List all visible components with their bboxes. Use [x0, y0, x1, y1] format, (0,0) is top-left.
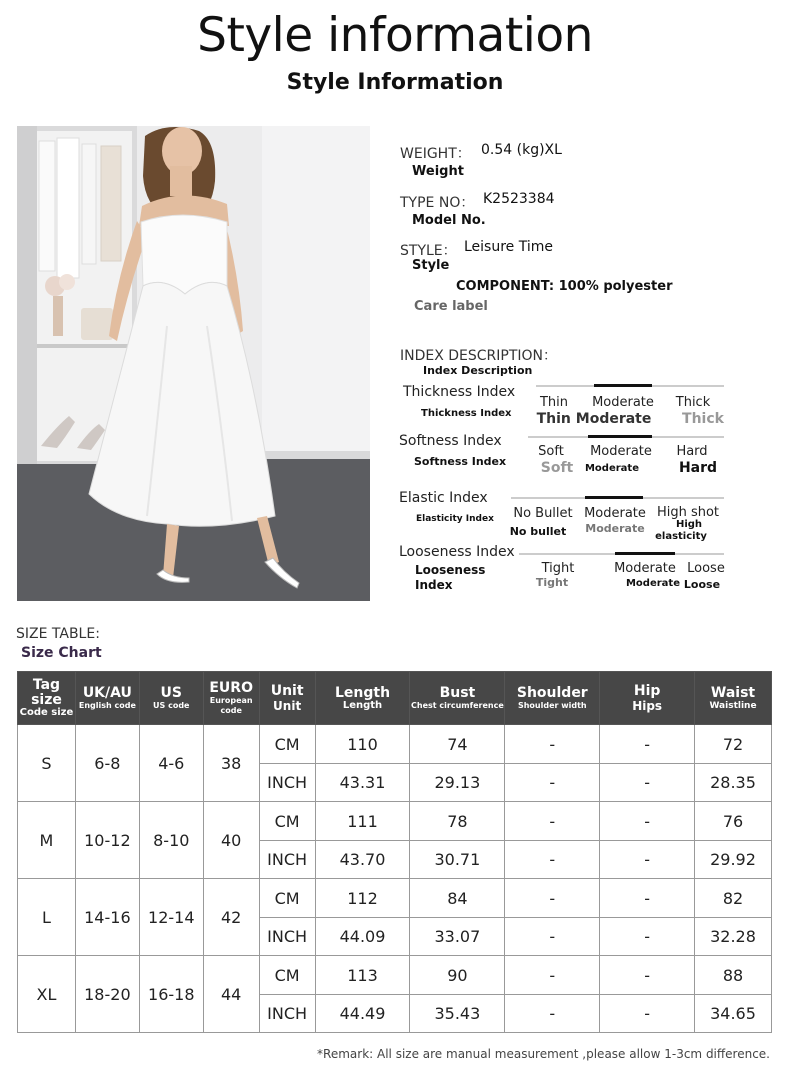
col-uk-au: UK/AU English code	[75, 672, 139, 725]
weight-sub: Weight	[412, 164, 464, 179]
us-cell: 8-10	[139, 802, 203, 879]
shoulder-cell: -	[505, 725, 600, 764]
weight-value: 0.54 (kg)XL	[481, 142, 562, 158]
waist-cell: 32.28	[695, 918, 772, 956]
euro-cell: 44	[203, 956, 259, 1033]
shoulder-cell: -	[505, 956, 600, 995]
table-row	[18, 879, 772, 918]
unit-cell: INCH	[259, 995, 315, 1033]
looseness-index-sub-b: Index	[415, 578, 453, 592]
thickness-scale-selected	[594, 384, 652, 387]
thickness-opt-thin: Thin	[539, 395, 569, 410]
thickness-sub-thick: Thick	[682, 411, 724, 427]
shoulder-cell: -	[505, 918, 600, 956]
shoulder-cell: -	[505, 995, 600, 1033]
length-cell: 113	[315, 956, 410, 995]
unit-cell: INCH	[259, 841, 315, 879]
looseness-index-label: Looseness Index	[399, 544, 515, 560]
unit-cell: CM	[259, 802, 315, 841]
tag-size-cell: L	[18, 879, 76, 956]
product-photo	[17, 126, 370, 601]
length-cell: 43.31	[315, 764, 410, 802]
euro-cell: 38	[203, 725, 259, 802]
col-hip: Hip Hips	[600, 672, 695, 725]
bust-cell: 90	[410, 956, 505, 995]
elastic-index-label: Elastic Index	[399, 490, 488, 506]
softness-opt-hard: Hard	[676, 444, 708, 459]
euro-cell: 40	[203, 802, 259, 879]
looseness-sub-moderate: Moderate	[625, 578, 680, 589]
elastic-index-sub: Elasticity Index	[416, 514, 494, 524]
bust-cell: 78	[410, 802, 505, 841]
elastic-opt-no-bullet: No Bullet	[513, 506, 573, 521]
softness-opt-moderate: Moderate	[590, 444, 652, 459]
hip-cell: -	[600, 956, 695, 995]
size-table-label: SIZE TABLE:	[16, 626, 100, 642]
bust-cell: 35.43	[410, 995, 505, 1033]
uk-au-cell: 14-16	[75, 879, 139, 956]
waist-cell: 76	[695, 802, 772, 841]
tag-size-cell: M	[18, 802, 76, 879]
softness-sub-moderate: Moderate	[584, 463, 639, 474]
waist-cell: 72	[695, 725, 772, 764]
us-cell: 12-14	[139, 879, 203, 956]
hip-cell: -	[600, 764, 695, 802]
uk-au-cell: 18-20	[75, 956, 139, 1033]
hip-cell: -	[600, 879, 695, 918]
table-row	[18, 725, 772, 764]
elastic-sub-elasticity: elasticity	[655, 531, 707, 542]
elastic-scale-selected	[585, 496, 643, 499]
thickness-opt-moderate: Moderate	[592, 395, 654, 410]
tag-size-cell: S	[18, 725, 76, 802]
style-sub: Style	[412, 258, 450, 273]
index-heading: INDEX DESCRIPTION：	[400, 348, 558, 364]
unit-cell: CM	[259, 725, 315, 764]
softness-opt-soft: Soft	[538, 444, 564, 459]
length-cell: 111	[315, 802, 410, 841]
table-row	[18, 956, 772, 995]
elastic-sub-moderate: Moderate	[585, 522, 645, 535]
unit-cell: CM	[259, 956, 315, 995]
size-chart-label: Size Chart	[21, 645, 102, 661]
page-subtitle: Style Information	[286, 70, 504, 95]
length-cell: 44.09	[315, 918, 410, 956]
uk-au-cell: 6-8	[75, 725, 139, 802]
length-cell: 112	[315, 879, 410, 918]
hip-cell: -	[600, 995, 695, 1033]
softness-scale-selected	[588, 435, 652, 438]
waist-cell: 82	[695, 879, 772, 918]
bust-cell: 84	[410, 879, 505, 918]
type-sub: Model No.	[412, 213, 486, 228]
hip-cell: -	[600, 918, 695, 956]
style-label: STYLE：	[400, 243, 457, 259]
bust-cell: 74	[410, 725, 505, 764]
looseness-index-sub-a: Looseness	[415, 563, 486, 577]
care-label: Care label	[414, 299, 488, 314]
weight-label: WEIGHT：	[400, 146, 471, 162]
us-cell: 16-18	[139, 956, 203, 1033]
length-cell: 44.49	[315, 995, 410, 1033]
elastic-sub-high: High	[675, 519, 703, 530]
type-label: TYPE NO：	[400, 195, 475, 211]
unit-cell: INCH	[259, 764, 315, 802]
hip-cell: -	[600, 725, 695, 764]
elastic-opt-high-shot: High shot	[656, 505, 720, 520]
looseness-opt-loose: Loose	[687, 561, 725, 576]
col-euro: EURO European code	[203, 672, 259, 725]
softness-sub-soft: Soft	[540, 460, 574, 476]
index-heading-sub: Index Description	[423, 364, 533, 377]
waist-cell: 88	[695, 956, 772, 995]
us-cell: 4-6	[139, 725, 203, 802]
looseness-opt-tight: Tight	[541, 561, 575, 576]
size-table-header	[18, 672, 772, 725]
thickness-sub-thin-moderate: Thin Moderate	[536, 411, 652, 427]
euro-cell: 42	[203, 879, 259, 956]
shoulder-cell: -	[505, 764, 600, 802]
page-title: Style information	[197, 8, 593, 63]
col-shoulder: Shoulder Shoulder width	[505, 672, 600, 725]
shoulder-cell: -	[505, 879, 600, 918]
style-value: Leisure Time	[464, 239, 553, 255]
bust-cell: 30.71	[410, 841, 505, 879]
waist-cell: 28.35	[695, 764, 772, 802]
length-cell: 110	[315, 725, 410, 764]
length-cell: 43.70	[315, 841, 410, 879]
elastic-sub-no-bullet: No bullet	[509, 525, 567, 538]
thickness-index-sub: Thickness Index	[421, 408, 512, 419]
remark-text: *Remark: All size are manual measurement ,please allow 1-3cm difference.	[317, 1047, 770, 1061]
softness-index-label: Softness Index	[399, 433, 502, 449]
waist-cell: 34.65	[695, 995, 772, 1033]
col-us: US US code	[139, 672, 203, 725]
shoulder-cell: -	[505, 841, 600, 879]
waist-cell: 29.92	[695, 841, 772, 879]
thickness-index-label: Thickness Index	[403, 384, 516, 400]
col-tag-size: Tag size Code size	[18, 672, 76, 725]
size-table	[17, 671, 772, 1033]
unit-cell: INCH	[259, 918, 315, 956]
hip-cell: -	[600, 802, 695, 841]
col-waist: Waist Waistline	[695, 672, 772, 725]
component-text: COMPONENT: 100% polyester	[456, 279, 673, 294]
unit-cell: CM	[259, 879, 315, 918]
looseness-sub-loose: Loose	[683, 578, 721, 591]
thickness-opt-thick: Thick	[675, 395, 711, 410]
softness-sub-hard: Hard	[678, 460, 718, 476]
type-value: K2523384	[483, 191, 555, 207]
table-row	[18, 802, 772, 841]
shoulder-cell: -	[505, 802, 600, 841]
col-length: Length Length	[315, 672, 410, 725]
tag-size-cell: XL	[18, 956, 76, 1033]
bust-cell: 29.13	[410, 764, 505, 802]
hip-cell: -	[600, 841, 695, 879]
col-unit: Unit Unit	[259, 672, 315, 725]
looseness-opt-moderate: Moderate	[614, 561, 676, 576]
col-bust: Bust Chest circumference	[410, 672, 505, 725]
bust-cell: 33.07	[410, 918, 505, 956]
looseness-sub-tight: Tight	[535, 576, 569, 589]
looseness-scale-selected	[615, 552, 675, 555]
uk-au-cell: 10-12	[75, 802, 139, 879]
elastic-opt-moderate: Moderate	[584, 506, 646, 521]
softness-index-sub: Softness Index	[414, 455, 507, 468]
